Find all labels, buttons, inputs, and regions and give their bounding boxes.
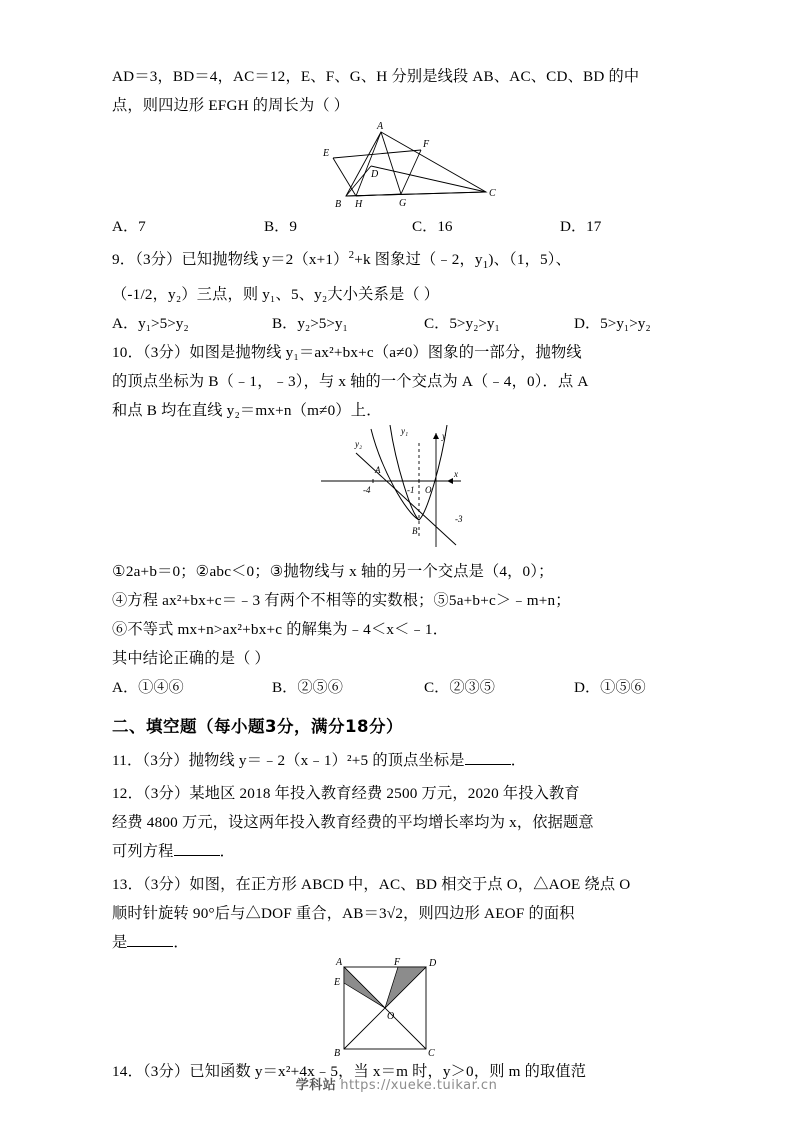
watermark-logo: 学科站 [295,1078,337,1093]
svg-text:C: C [489,188,496,199]
option-d[interactable]: D．5>y₁>y₂ [574,315,651,333]
question-10-line-3: 和点 B 均在直线 y₂＝mx+n（m≠0）上． [112,402,382,420]
svg-text:F: F [394,957,401,969]
option-b[interactable]: B．y₂>5>y₁ [272,315,348,333]
question-13-text: 是 [112,934,128,952]
svg-text:D: D [371,169,379,180]
option-c[interactable]: C．5>y₂>y₁ [424,315,500,333]
question-9-subscript: 1 [482,259,489,272]
option-d[interactable]: D．17 [560,218,602,235]
question-11-text: 11．（3分）抛物线 y＝﹣2（x﹣1）²+5 的顶点坐标是 [112,752,465,770]
section-2-title: 二、填空题（每小题3分，满分18分） [112,717,403,737]
option-a[interactable]: A．7 [112,218,146,235]
parabola-line-graph [251,425,551,557]
question-9-line-1 [112,241,690,280]
question-12-line-2: 经费 4800 万元，设这两年投入教育经费的平均增长率均为 x，依据题意 [112,814,594,832]
figure-question-8 [112,120,690,212]
question-12-line-1: 12．（3分）某地区 2018 年投入教育经费 2500 万元，2020 年投入教育 [112,785,580,803]
option-b[interactable]: B．②⑤⑥ [272,679,343,697]
watermark [0,1071,793,1096]
question-10-conclusion-4: 其中结论正确的是（ ） [112,650,270,668]
square-rotation-figure [286,957,516,1057]
svg-text:G: G [399,198,407,209]
watermark-inner [286,1071,508,1096]
question-8-text-line-1: AD＝3，BD＝4，AC＝12，E、F、G、H 分别是线段 AB、AC、CD、BD 的中 [112,68,640,85]
option-b[interactable]: B．9 [264,218,297,235]
question-9-exponent: 2 [348,249,355,261]
svg-text:H: H [355,199,363,210]
question-10-conclusion-3: ⑥不等式 mx+n>ax²+bx+c 的解集为﹣4＜x＜﹣1． [112,621,449,639]
svg-text:y₁: y₁ [401,426,409,437]
svg-text:-3: -3 [455,514,463,525]
question-9-text-part-2: +k 图象过（﹣2，y [354,251,483,269]
question-10-line-2: 的顶点坐标为 B（﹣1，﹣3），与 x 轴的一个交点为 A（﹣4，0）．点 A [112,373,589,391]
option-c[interactable]: C．16 [412,218,453,235]
question-10-line-1: 10．（3分）如图是抛物线 y₁＝ax²+bx+c（a≠0）图象的一部分，抛物线 [112,344,582,362]
question-10-conclusion-2: ④方程 ax²+bx+c＝﹣3 有两个不相等的实数根；⑤5a+b+c＞﹣m+n； [112,592,571,610]
svg-text:D: D [429,958,437,970]
question-8-text-line-2: 点，则四边形 EFGH 的周长为（ ） [112,97,350,114]
watermark-url: https://xueke.tuikar.cn [340,1078,498,1093]
answer-blank[interactable] [465,750,511,765]
svg-text:F: F [423,139,430,150]
question-9-text-part-1: 9．（3分）已知抛物线 y＝2（x+1） [112,251,349,269]
question-10-options [112,673,690,702]
answer-blank[interactable] [127,932,173,947]
question-13-line-2: 顺时针旋转 90°后与△DOF 重合，AB＝3√2，则四边形 AEOF 的面积 [112,905,575,923]
svg-text:-4: -4 [363,485,371,496]
answer-blank[interactable] [174,841,220,856]
option-a[interactable]: A．①④⑥ [112,679,184,697]
question-13-period: ． [173,934,189,952]
svg-text:E: E [323,148,330,159]
question-8-options [112,212,690,241]
question-9-options [112,309,690,338]
question-12-period: ． [219,843,235,861]
svg-text:y₂: y₂ [355,439,363,450]
svg-text:C: C [428,1048,435,1058]
question-12-text: 可列方程 [112,843,174,861]
svg-text:O: O [425,485,432,496]
svg-text:A: A [336,957,343,969]
svg-text:B: B [335,199,342,210]
figure-question-10 [112,425,690,557]
triangle-midpoint-figure [271,120,531,212]
figure-question-13 [112,957,690,1057]
svg-text:y: y [442,431,446,442]
question-9-text-part-3: )、（1，5）、 [488,251,571,269]
question-13-line-3 [112,928,690,957]
svg-text:E: E [334,977,341,989]
svg-text:B: B [334,1048,341,1058]
svg-text:x: x [454,469,458,480]
svg-text:A: A [377,121,384,132]
svg-text:-1: -1 [407,485,415,496]
question-13-line-1: 13．（3分）如图，在正方形 ABCD 中，AC、BD 相交于点 O，△AOE 绕点 O [112,876,631,894]
document-content [112,62,690,1086]
question-11 [112,746,690,775]
svg-text:O: O [387,1011,395,1023]
option-a[interactable]: A．y₁>5>y₂ [112,315,189,333]
svg-text:B: B [412,526,418,537]
spacer [112,702,690,712]
svg-text:A: A [375,465,381,476]
question-12-line-3 [112,837,690,866]
question-9-line-2: （-1/2，y₂）三点，则 y₁、5、y₂大小关系是（ ） [112,286,440,304]
question-14: 14．（3分）已知函数 y＝x²+4x﹣5，当 x＝m 时，y＞0，则 m 的取值范 [112,1063,587,1081]
question-11-period: ． [510,752,527,770]
option-c[interactable]: C．②③⑤ [424,679,495,697]
question-10-conclusion-1: ①2a+b＝0；②abc＜0；③抛物线与 x 轴的另一个交点是（4，0）； [112,563,554,581]
option-d[interactable]: D．①⑤⑥ [574,679,646,697]
